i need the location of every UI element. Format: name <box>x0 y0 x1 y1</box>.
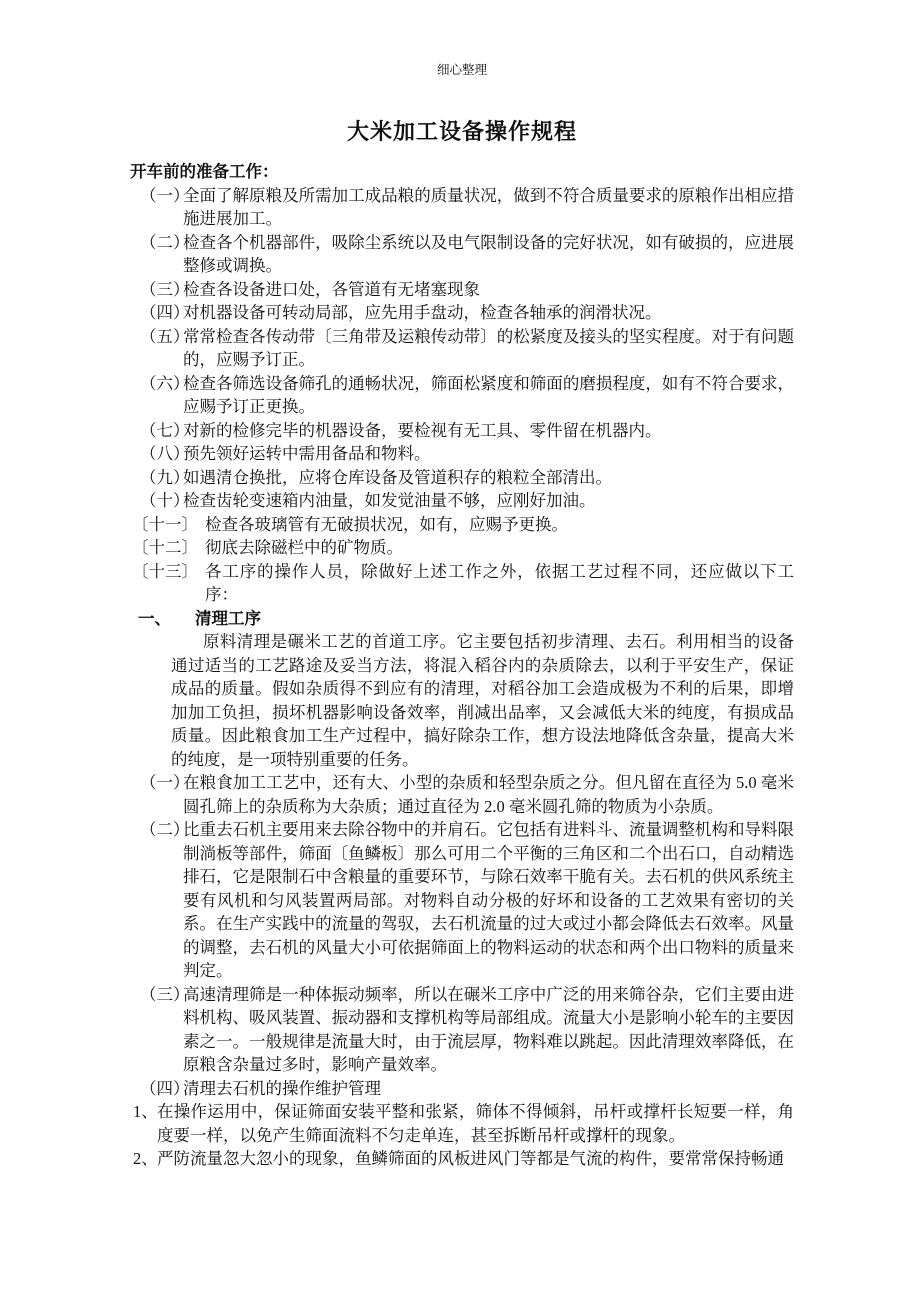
item-label: 2、 <box>133 1149 158 1168</box>
item-label: 〔十一〕 <box>132 514 198 534</box>
item-text: 各工序的操作人员，除做好上述工作之外，依据工艺过程不同，还应做以下工序： <box>205 561 794 604</box>
section-number: 一、 <box>138 608 171 628</box>
item-label: （四） <box>140 1078 190 1098</box>
item-label: （三） <box>140 279 190 299</box>
item-text: 在操作运用中，保证筛面安装平整和张紧，筛体不得倾斜，吊杆或撑杆长短要一样，角度要一样，以免产生筛面流料不匀走单连，甚至拆断吊杆或撑杆的现象。 <box>157 1102 794 1145</box>
list-item <box>130 536 794 560</box>
document-title: 大米加工设备操作规程 <box>346 119 577 144</box>
item-label: （四） <box>140 303 190 322</box>
list-item <box>130 983 794 1077</box>
item-label: （九） <box>140 467 190 487</box>
list-item <box>130 818 794 983</box>
item-text: 检查各个机器部件，吸除尘系统以及电气限制设备的完好状况，如有破损的，应进展整修或调换。 <box>183 232 794 275</box>
item-text: 对机器设备可转动局部，应先用手盘动，检查各轴承的润滑状况。 <box>183 303 662 322</box>
item-label: （三） <box>140 984 190 1004</box>
item-label: 1、 <box>133 1102 158 1121</box>
item-text: 全面了解原粮及所需加工成品粮的质量状况，做到不符合质量要求的原粮作出相应措施进展加工。 <box>183 185 794 228</box>
item-label: （十） <box>140 491 190 510</box>
item-label: （七） <box>140 420 190 440</box>
item-label: 〔十三〕 <box>132 561 198 581</box>
list-item <box>130 1077 794 1101</box>
maintenance-numbered-list <box>130 1100 794 1171</box>
item-label: （二） <box>140 820 190 839</box>
item-text: 检查各设备进口处，各管道有无堵塞现象 <box>183 279 480 299</box>
item-text: 高速清理筛是一种体振动频率，所以在碾米工序中广泛的用来筛谷杂，它们主要由进料机构、吸风装置、振动器和支撑机构等局部组成。流量大小是影响小轮车的主要因素之一。一般规律是流量大时，由于流层厚，物料难以跳起。因此清理效率降低，在原粮含杂量过多时，影响产量效率。 <box>183 984 794 1074</box>
item-label: （一） <box>140 185 190 205</box>
list-item <box>130 325 794 372</box>
list-item <box>130 301 794 325</box>
page-header-note: 细心整理 <box>436 63 487 77</box>
list-item <box>130 184 794 231</box>
list-item <box>130 278 794 302</box>
item-text: 比重去石机主要用来去除谷物中的并肩石。它包括有进料斗、流量调整机构和导料限制淌板等部件，筛面〔鱼鳞板〕那么可用二个平衡的三角区和二个出石口，自动精选排石，它是限制石中含粮量的重要环节，与除石效率干脆有关。去石机的供风系统主要有风机和匀风装置两局部。对物料自动分极的好坏和设备的工艺效果有密切的关系。在生产实践中的流量的驾驭，去石机流量的过大或过小都会降低去石效率。风量的调整，去石机的风量大小可依据筛面上的物料运动的状态和两个出口物料的质量来判定。 <box>183 820 794 980</box>
item-text: 清理去石机的操作维护管理 <box>183 1078 381 1098</box>
item-text: 彻底去除磁栏中的矿物质。 <box>205 538 403 557</box>
item-text: 检查各筛选设备筛孔的通畅状况，筛面松紧度和筛面的磨损程度，如有不符合要求，应赐予订正更换。 <box>183 373 794 416</box>
list-item <box>130 560 794 607</box>
section-intro-paragraph: 原料清理是碾米工艺的首道工序。它主要包括初步清理、去石。利用相当的设备通过适当的工艺路途及妥当方法，将混入稻谷内的杂质除去，以利于平安生产，保证成品的质量。假如杂质得不到应有的清理，对稻谷加工会造成极为不利的后果，即增加加工负担，损坏机器影响设备效率，削减出品率，又会减低大米的纯度，有损成品质量。因此粮食加工生产过程中，搞好除杂工作，想方设法地降低含杂量，提高大米的纯度，是一项特别重要的任务。 <box>171 632 794 769</box>
item-label: （五） <box>140 326 190 346</box>
item-label: （二） <box>140 232 190 252</box>
item-label: （六） <box>140 373 190 393</box>
item-text: 检查各玻璃管有无破损状况，如有，应赐予更换。 <box>205 514 568 534</box>
section-title: 清理工序 <box>195 608 261 628</box>
list-item <box>130 419 794 443</box>
list-item <box>130 489 794 513</box>
list-item <box>130 231 794 278</box>
item-text: 对新的检修完毕的机器设备，要检视有无工具、零件留在机器内。 <box>183 420 662 440</box>
preparation-list <box>130 184 794 607</box>
item-text: 严防流量忽大忽小的现象，鱼鳞筛面的风板进风门等都是气流的构件，要常常保持畅通 <box>157 1149 784 1168</box>
item-text: 检查齿轮变速箱内油量，如发觉油量不够，应刚好加油。 <box>183 491 596 510</box>
item-text: 如遇清仓换批，应将仓库设备及管道积存的粮粒全部清出。 <box>183 467 612 487</box>
item-label: 〔十二〕 <box>132 538 198 557</box>
item-label: （八） <box>140 444 190 463</box>
list-item <box>130 771 794 818</box>
preparation-heading: 开车前的准备工作： <box>130 162 279 181</box>
item-label: （一） <box>140 773 190 792</box>
list-item <box>130 466 794 490</box>
section-heading-cleaning <box>130 607 794 631</box>
item-text: 常常检查各传动带〔三角带及运粮传动带〕的松紧度及接头的坚实程度。对于有问题的，应赐予订正。 <box>183 326 794 369</box>
list-item <box>130 1100 794 1147</box>
item-text: 在粮食加工工艺中，还有大、小型的杂质和轻型杂质之分。但凡留在直径为 5.0 毫米圆孔筛上的杂质称为大杂质；通过直径为 2.0 毫米圆孔筛的物质为小杂质。 <box>183 773 794 816</box>
list-item <box>130 1147 794 1171</box>
cleaning-list <box>130 771 794 1100</box>
list-item <box>130 372 794 419</box>
item-text: 预先领好运转中需用备品和物料。 <box>183 444 431 463</box>
list-item <box>130 442 794 466</box>
list-item <box>130 513 794 537</box>
